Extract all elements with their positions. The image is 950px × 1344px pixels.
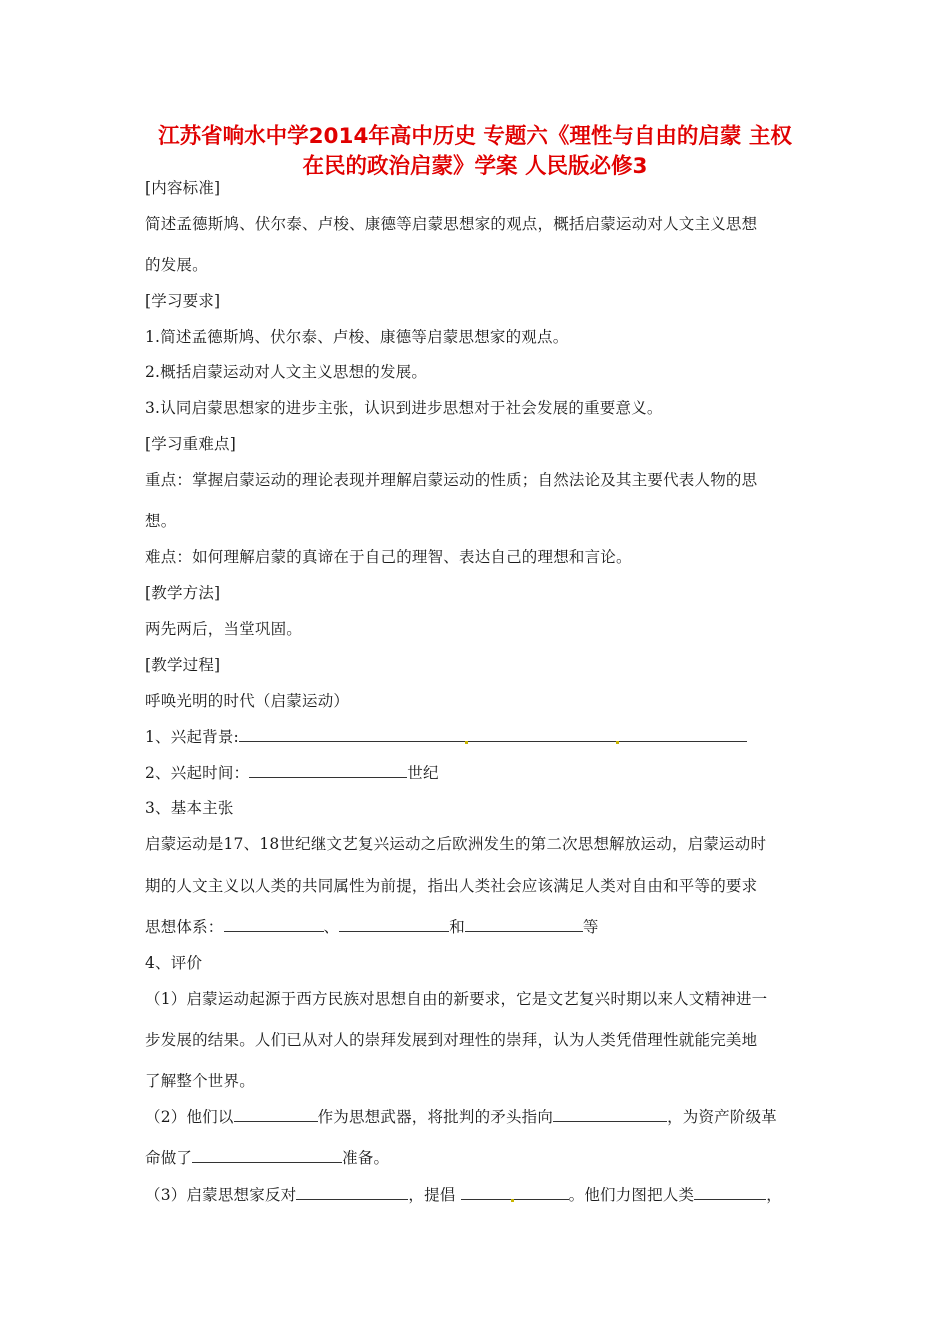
requirement-3: 3.认同启蒙思想家的进步主张，认识到进步思想对于社会发展的重要意义。 [145, 399, 663, 417]
blank-background-1[interactable] [239, 727, 465, 742]
eval-2-text-b1: 命做了 [145, 1149, 193, 1167]
section-heading-learning-requirements: [学习要求] [145, 292, 221, 310]
eval-3-text-3: 。他们力图把人类 [568, 1186, 695, 1204]
eval-3-text-4: ， [766, 1186, 782, 1204]
content-standard-text-2: 的发展。 [145, 256, 208, 274]
process-title: 呼唤光明的时代（启蒙运动） [145, 692, 350, 710]
section-heading-teaching-process: [教学过程] [145, 656, 221, 674]
key-point-text-1a: 重点：掌握启蒙运动的理论表现并理解启蒙运动的性质；自然法论及其主要代表人物的思 [145, 471, 758, 489]
item-3-label: 3、基本主张 [145, 799, 234, 817]
item-2-suffix: 世纪 [407, 764, 439, 782]
item-4-label: 4、评价 [145, 954, 203, 972]
eval-2-text-b2: 准备。 [342, 1149, 390, 1167]
suffix-etc: 等 [582, 918, 599, 936]
eval-2-text-a2: 作为思想武器，将批判的矛头指向 [317, 1108, 554, 1126]
blank-preparation[interactable] [192, 1148, 342, 1163]
paragraph-1b: 期的人文主义以人类的共同属性为前提，指出人类社会应该满足人类对自由和平等的要求 [145, 877, 758, 895]
blank-thought-3[interactable] [465, 917, 583, 932]
evaluation-2b-row [145, 1148, 389, 1168]
evaluation-3-row [145, 1185, 782, 1205]
item-2-label: 2、兴起时间： [145, 764, 250, 782]
item-2-row [145, 763, 439, 783]
evaluation-2a-row [145, 1107, 777, 1127]
evaluation-1c: 了解整个世界。 [145, 1072, 255, 1090]
blank-advocate-b[interactable] [514, 1185, 569, 1200]
blank-oppose[interactable] [296, 1185, 408, 1200]
blank-advocate-a[interactable] [461, 1185, 511, 1200]
thought-system-label: 思想体系： [145, 918, 224, 936]
eval-2-text-a3: ，为资产阶级革 [667, 1108, 777, 1126]
requirement-1: 1.简述孟德斯鸠、伏尔泰、卢梭、康德等启蒙思想家的观点。 [145, 328, 569, 346]
document-title-line-2: 在民的政治启蒙》学案 人民版必修3 [302, 154, 648, 179]
section-heading-key-points: [学习重难点] [145, 435, 236, 453]
requirement-2: 2.概括启蒙运动对人文主义思想的发展。 [145, 363, 428, 381]
blank-weapon[interactable] [234, 1107, 318, 1122]
document-title-line-1: 江苏省响水中学2014年高中历史 专题六《理性与自由的启蒙 主权 [158, 124, 792, 149]
blank-thought-1[interactable] [224, 917, 324, 932]
key-point-text-1b: 想。 [145, 512, 177, 530]
blank-humanity[interactable] [694, 1185, 766, 1200]
section-heading-content-standard: [内容标准] [145, 179, 221, 197]
eval-3-text-1: （3）启蒙思想家反对 [145, 1186, 297, 1204]
section-heading-teaching-method: [教学方法] [145, 584, 221, 602]
paragraph-1c-row [145, 917, 599, 937]
blank-time[interactable] [249, 763, 407, 778]
blank-background-3[interactable] [619, 727, 747, 742]
blank-target[interactable] [553, 1107, 667, 1122]
item-1-label: 1、兴起背景: [145, 728, 239, 746]
eval-3-text-2: ，提倡 [408, 1186, 456, 1204]
evaluation-1a: （1）启蒙运动起源于西方民族对思想自由的新要求，它是文艺复兴时期以来人文精神进一 [145, 990, 768, 1008]
difficulty-text: 难点：如何理解启蒙的真谛在于自己的理智、表达自己的理想和言论。 [145, 548, 632, 566]
content-standard-text-1: 简述孟德斯鸠、伏尔泰、卢梭、康德等启蒙思想家的观点，概括启蒙运动对人文主义思想 [145, 215, 758, 233]
blank-background-2[interactable] [468, 727, 616, 742]
evaluation-1b: 步发展的结果。人们已从对人的崇拜发展到对理性的崇拜，认为人类凭借理性就能完美地 [145, 1031, 758, 1049]
separator: 、 [323, 918, 340, 936]
separator-and: 和 [449, 918, 465, 936]
paragraph-1a: 启蒙运动是17、18世纪继文艺复兴运动之后欧洲发生的第二次思想解放运动，启蒙运动时 [145, 835, 767, 853]
teaching-method-text: 两先两后，当堂巩固。 [145, 620, 303, 638]
item-1-row [145, 727, 747, 747]
blank-thought-2[interactable] [339, 917, 449, 932]
eval-2-text-a1: （2）他们以 [145, 1108, 234, 1126]
